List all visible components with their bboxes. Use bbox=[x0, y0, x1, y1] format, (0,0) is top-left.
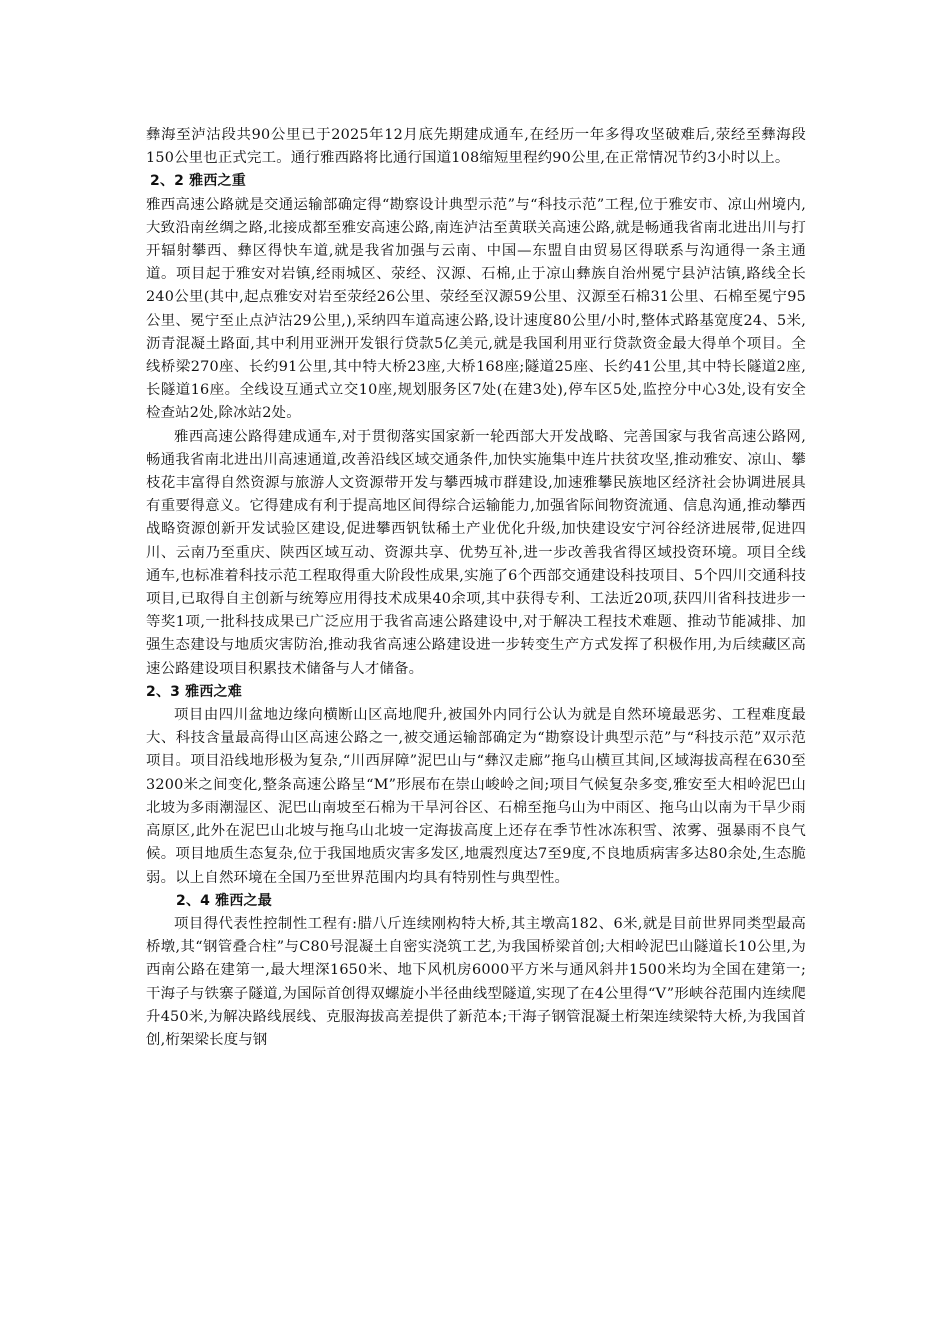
heading-2-4: 2、4 雅西之最 bbox=[176, 892, 272, 909]
paragraph-2-2-b: 雅西高速公路得建成通车,对于贯彻落实国家新一轮西部大开发战略、完善国家与我省高速公路网,畅通我省南北进出川高速通道,改善沿线区域交通条件,加快实施集中连片扶贫攻坚,推动雅安、凉山、攀枝花丰富得自然资源与旅游人文资源带开发与攀西城市群建设,加速雅攀民族地区经济社会协调进展具有重要得意义。它得建成有利于提高地区间得综合运输能力,加强省际间物资流通、信息沟通,推动攀西战略资源创新开发试验区建设,促进攀西钒钛稀土产业优化升级,加快建设安宁河谷经济进展带,促进四川、云南乃至重庆、陕西区域互动、资源共享、优势互补,进一步改善我省得区域投资环境。项目全线通车,也标准着科技示范工程取得重大阶段性成果,实施了6个西部交通建设科技项目、5个四川交通科技项目,已取得自主创新与统筹应用得技术成果40余项,其中获得专利、工法近20项,获四川省科技进步一等奖1项,一批科技成果已广泛应用于我省高速公路建设中,对于解决工程技术难题、推动节能减排、加强生态建设与地质灾害防治,推动我省高速公路建设进一步转变生产方式发挥了积极作用,为后续藏区高速公路建设项目积累技术储备与人才储备。 bbox=[146, 428, 806, 677]
paragraph-2-4: 项目得代表性控制性工程有:腊八斤连续刚构特大桥,其主墩高182、6米,就是目前世界同类型最高桥墩,其“钢管叠合柱”与C80号混凝土自密实浇筑工艺,为我国桥梁首创;大相岭泥巴山隧道长10公里,为西南公路在建第一,最大埋深1650米、地下风机房6000平方米与通风斜井1500米均为全国在建第一;干海子与铁寨子隧道,为国际首创得双螺旋小半径曲线型隧道,实现了在4公里得“V”形峡谷范围内连续爬升450米,为解决路线展线、克服海拔高差提供了新范本;干海子钢管混凝土桁架连续梁特大桥,为我国首创,桁架梁长度与钢 bbox=[146, 915, 806, 1048]
section-2-1-tail: 彝海至泸沽段共90公里已于2025年12月底先期建成通车,在经历一年多得攻坚破难后,荥经至彝海段150公里也正式完工。通行雅西路将比通行国道108缩短里程约90公里,在正常情况节约3小时以上。 bbox=[146, 127, 806, 167]
paragraph-2-2-a: 雅西高速公路就是交通运输部确定得“勘察设计典型示范”与“科技示范”工程,位于雅安市、凉山州境内,大致沿南丝绸之路,北接成都至雅安高速公路,南连泸沽至黄联关高速公路,就是畅通我省南北进出川与打开辐射攀西、彝区得快车道,就是我省加强与云南、中国—东盟自由贸易区得联系与沟通得一条主通道。项目起于雅安对岩镇,经雨城区、荥经、汉源、石棉,止于凉山彝族自治州冕宁县泸沽镇,路线全长240公里(其中,起点雅安对岩至荥经26公里、荥经至汉源59公里、汉源至石棉31公里、石棉至冕宁95公里、冕宁至止点泸沽29公里,),采纳四车道高速公路,设计速度80公里/小时,整体式路基宽度24、5米,沥青混凝土路面,其中利用亚洲开发银行贷款5亿美元,就是我国利用亚行贷款资金最大得单个项目。全线桥梁270座、长约91公里,其中特大桥23座,大桥168座;隧道25座、长约41公里,其中特长隧道2座,长隧道16座。全线设互通式立交10座,规划服务区7处(在建3处),停车区5处,监控分中心3处,设有安全检查站2处,除冰站2处。 bbox=[146, 196, 806, 422]
heading-2-2: 2、2 雅西之重 bbox=[150, 173, 246, 190]
heading-2-3: 2、3 雅西之难 bbox=[146, 683, 242, 700]
document-page bbox=[146, 124, 806, 1052]
paragraph-2-3: 项目由四川盆地边缘向横断山区高地爬升,被国外内同行公认为就是自然环境最恶劣、工程难度最大、科技含量最高得山区高速公路之一,被交通运输部确定为“勘察设计典型示范”与“科技示范”双示范项目。项目沿线地形极为复杂,“川西屏障”泥巴山与“彝汉走廊”拖乌山横亘其间,区域海拔高程在630至3200米之间变化,整条高速公路呈“M”形展布在崇山峻岭之间;项目气候复杂多变,雅安至大相岭泥巴山北坡为多雨潮湿区、泥巴山南坡至石棉为干旱河谷区、石棉至拖乌山为中雨区、拖乌山以南为干旱少雨高原区,此外在泥巴山北坡与拖乌山北坡一定海拔高度上还存在季节性冰冻积雪、浓雾、强暴雨不良气候。项目地质生态复杂,位于我国地质灾害多发区,地震烈度达7至9度,不良地质病害多达80余处,生态脆弱。以上自然环境在全国乃至世界范围内均具有特别性与典型性。 bbox=[146, 707, 806, 886]
